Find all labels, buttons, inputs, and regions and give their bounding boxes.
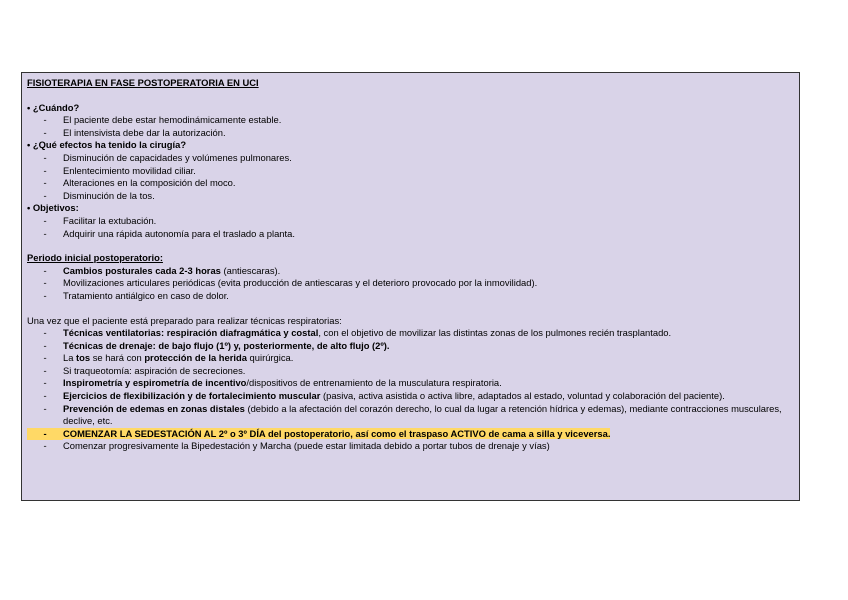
dash-marker: - <box>43 164 47 176</box>
dash-marker: - <box>43 440 47 452</box>
list-item: - Si traqueotomía: aspiración de secreciones. <box>27 365 799 378</box>
respiratorias-intro: Una vez que el paciente está preparado para realizar técnicas respiratorias: <box>27 314 342 326</box>
dash-marker: - <box>43 390 47 402</box>
content-box <box>21 72 800 501</box>
list-item: - La tos se hará con protección de la herida quirúrgica. <box>27 352 799 365</box>
list-item: - Técnicas ventilatorias: respiración diafragmática y costal, con el objetivo de movilizar las distintas zonas de los pulmones recién trasplantado. <box>27 327 799 340</box>
dash-marker: - <box>43 227 47 239</box>
list-item: - Movilizaciones articulares periódicas (evita producción de antiescaras y el deterioro provocado por la inmovilidad). <box>27 277 799 290</box>
list-item: - Alteraciones en la composición del moco. <box>27 177 799 190</box>
section-heading-efectos: • ¿Qué efectos ha tenido la cirugía? <box>27 139 187 151</box>
dash-marker: - <box>43 189 47 201</box>
list-item: - Adquirir una rápida autonomía para el traslado a planta. <box>27 228 799 241</box>
list-item: - Técnicas de drenaje: de bajo flujo (1º) y, posteriormente, de alto flujo (2º). <box>27 340 799 353</box>
dash-marker: - <box>43 177 47 189</box>
list-item: - Prevención de edemas en zonas distales (debido a la afectación del corazón derecho, lo cual da lugar a retención hídrica y edemas), mediante contracciones musculares, declive, etc. <box>27 403 799 428</box>
list-item: - Tratamiento antiálgico en caso de dolor. <box>27 290 799 303</box>
dash-marker: - <box>43 377 47 389</box>
list-item: - El paciente debe estar hemodinámicamente estable. <box>27 114 799 127</box>
highlighted-list-item <box>27 428 799 441</box>
list-item: - Enlentecimiento movilidad ciliar. <box>27 165 799 178</box>
dash-marker: - <box>43 339 47 351</box>
sedestacion-highlight: COMENZAR LA SEDESTACIÓN AL 2º o 3º DÍA del postoperatorio, así como el traspaso ACTIVO de cama a silla y viceversa. <box>63 427 611 439</box>
dash-marker: - <box>43 277 47 289</box>
dash-marker: - <box>43 352 47 364</box>
list-item: - Comenzar progresivamente la Bipedestación y Marcha (puede estar limitada debido a portar tubos de drenaje y vías) <box>27 440 799 453</box>
dash-marker: - <box>43 402 47 414</box>
dash-marker: - <box>43 264 47 276</box>
dash-marker: - <box>43 151 47 163</box>
dash-marker: - <box>27 428 63 441</box>
dash-marker: - <box>43 126 47 138</box>
list-item: - Ejercicios de flexibilización y de fortalecimiento muscular (pasiva, activa asistida o activa libre, adaptados al estado, voluntad y colaboración del paciente). <box>27 390 799 403</box>
dash-marker: - <box>43 289 47 301</box>
list-item: - El intensivista debe dar la autorización. <box>27 127 799 140</box>
list-item: - Disminución de la tos. <box>27 190 799 203</box>
list-item: - Facilitar la extubación. <box>27 215 799 228</box>
list-item: - Cambios posturales cada 2-3 horas (antiescaras). <box>27 265 799 278</box>
list-item: - Inspirometría y espirometría de incentivo/dispositivos de entrenamiento de la musculatura respiratoria. <box>27 377 799 390</box>
list-item: - Disminución de capacidades y volúmenes pulmonares. <box>27 152 799 165</box>
dash-marker: - <box>43 364 47 376</box>
dash-marker: - <box>43 114 47 126</box>
dash-marker: - <box>43 327 47 339</box>
periodo-heading: Periodo inicial postoperatorio: <box>27 252 163 264</box>
section-heading-objetivos: • Objetivos: <box>27 202 79 214</box>
page-title: FISIOTERAPIA EN FASE POSTOPERATORIA EN UCI <box>27 77 259 88</box>
section-heading-cuando: • ¿Cuándo? <box>27 101 80 113</box>
dash-marker: - <box>43 214 47 226</box>
